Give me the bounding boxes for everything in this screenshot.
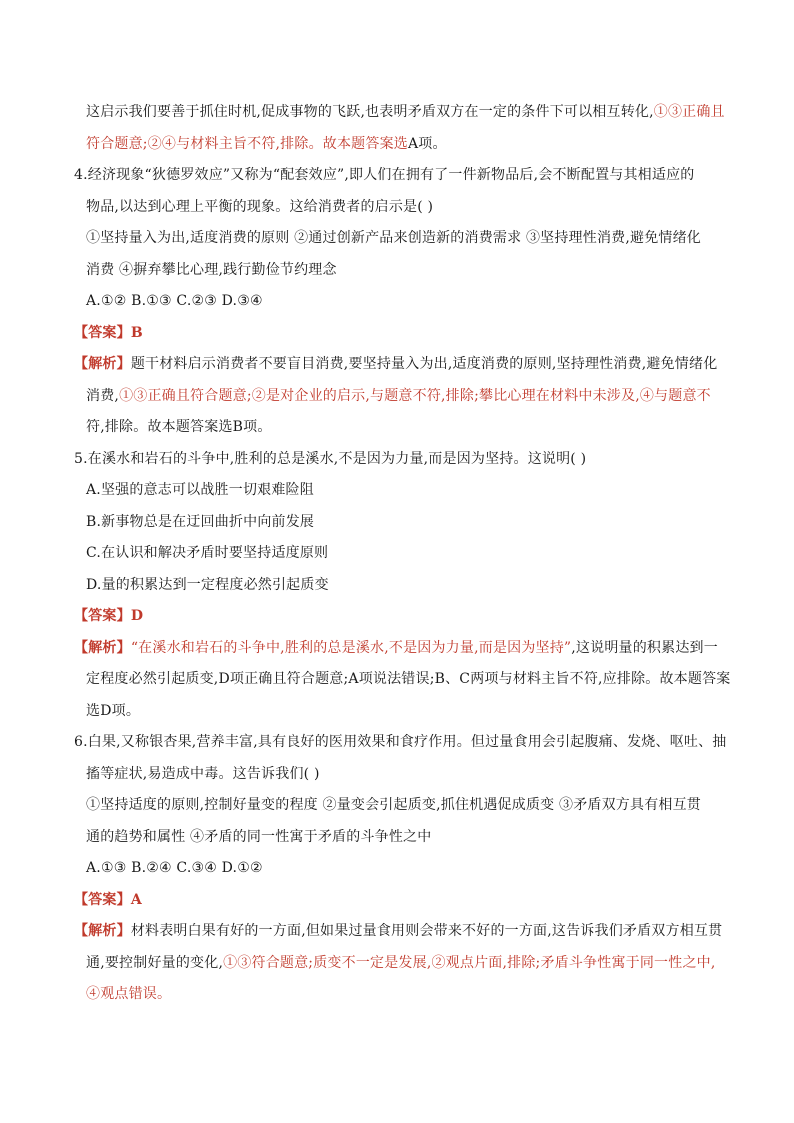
q6-statements-line-1: ①坚持适度的原则,控制好量变的程度 ②量变会引起质变,抓住机遇促成质变 ③矛盾双方具有相互贯 (86, 797, 701, 813)
q3-analysis-line-1 (86, 97, 726, 129)
q3-text: 这启示我们要善于抓住时机,促成事物的飞跃,也表明矛盾双方在一定的条件下可以相互转化, (86, 104, 654, 120)
q6-analysis-line-3 (86, 979, 726, 1011)
q5-option-b: B.新事物总是在迂回曲折中向前发展 (86, 513, 315, 530)
analysis-text: 消费, (86, 387, 120, 404)
q4-choices: A.①② B.①③ C.②③ D.③④ (86, 293, 263, 309)
q5-analysis-line-2 (86, 664, 731, 696)
answer-label: 【答案】 (74, 608, 131, 624)
q4-statements-line-2: 消费 ④摒弃攀比心理,践行勤俭节约理念 (86, 261, 337, 278)
q4-analysis-line-3 (86, 412, 726, 444)
analysis-text: 选D项。 (86, 702, 141, 719)
analysis-highlight: ①③正确且符合题意;②是对企业的启示,与题意不符,排除;攀比心理在材料中未涉及,④与题意不 (119, 387, 711, 404)
q6-answer (74, 885, 726, 917)
q5-option-d: D.量的积累达到一定程度必然引起质变 (86, 576, 329, 593)
q6-analysis-line-2 (86, 948, 726, 980)
q5-option-c: C.在认识和解决矛盾时要坚持适度原则 (86, 545, 329, 561)
analysis-text: ,这说明量的积累达到一 (571, 639, 718, 656)
q5-analysis-line-1 (74, 633, 726, 665)
answer-value: B (130, 324, 143, 341)
q3-analysis-line-2 (86, 129, 726, 161)
q4-stem-line-1: 4.经济现象“狄德罗效应”又称为“配套效应”,即人们在拥有了一件新物品后,会不断配置与其相适应的 (74, 167, 695, 183)
q4-answer (74, 318, 726, 350)
q6-choices: A.①③ B.②④ C.③④ D.①② (86, 860, 263, 876)
analysis-highlight: ①③符合题意;质变不一定是发展,②观点片面,排除;矛盾斗争性寓于同一性之中, (223, 954, 716, 971)
analysis-highlight: ④观点错误。 (86, 986, 172, 1002)
document-content (74, 97, 731, 1011)
analysis-label: 【解析】 (74, 639, 131, 656)
q5-answer (74, 601, 726, 633)
analysis-label: 【解析】 (74, 356, 131, 372)
q4-stem-line-2: 物品,以达到心理上平衡的现象。这给消费者的启示是( ) (86, 198, 434, 215)
answer-label: 【答案】 (74, 891, 131, 908)
analysis-label: 【解析】 (74, 923, 131, 939)
answer-value: D (130, 608, 144, 624)
q4-statements-line-1: ①坚持量入为出,适度消费的原则 ②通过创新产品来创造新的消费需求 ③坚持理性消费,避免情绪化 (86, 230, 701, 246)
q3-text: A项。 (407, 135, 447, 152)
q6-stem-line-1: 6.白果,又称银杏果,营养丰富,具有良好的医用效果和食疗作用。但过量食用会引起腹痛、发烧、呕吐、抽 (74, 734, 727, 750)
analysis-text: 通,要控制好量的变化, (86, 954, 224, 971)
q6-statements-line-2: 通的趋势和属性 ④矛盾的同一性寓于矛盾的斗争性之中 (86, 828, 432, 845)
q3-highlight: ①③正确且 (653, 104, 725, 120)
analysis-highlight: “在溪水和岩石的斗争中,胜利的总是溪水,不是因为力量,而是因为坚持” (130, 639, 572, 656)
answer-label: 【答案】 (74, 324, 131, 341)
q4-analysis-line-1 (74, 349, 726, 381)
analysis-text: 题干材料启示消费者不要盲目消费,要坚持量入为出,适度消费的原则,坚持理性消费,避免情绪化 (130, 356, 718, 372)
q3-highlight: 符合题意;②④与材料主旨不符,排除。故本题答案选 (86, 135, 408, 152)
q5-analysis-line-3 (86, 696, 726, 728)
q4-analysis-line-2 (86, 381, 726, 413)
analysis-text: 材料表明白果有好的一方面,但如果过量食用则会带来不好的一方面,这告诉我们矛盾双方相互贯 (130, 923, 723, 939)
answer-value: A (130, 891, 142, 908)
q6-stem-line-2: 搐等症状,易造成中毒。这告诉我们( ) (86, 765, 320, 782)
q5-option-a: A.坚强的意志可以战胜一切艰难险阻 (86, 482, 314, 498)
q5-stem: 5.在溪水和岩石的斗争中,胜利的总是溪水,不是因为力量,而是因为坚持。这说明( ) (74, 450, 587, 467)
q6-analysis-line-1 (74, 916, 726, 948)
analysis-text: 定程度必然引起质变,D项正确且符合题意;A项说法错误;B、C两项与材料主旨不符,应排除。故本题答案 (86, 671, 731, 687)
analysis-text: 符,排除。故本题答案选B项。 (86, 419, 272, 435)
